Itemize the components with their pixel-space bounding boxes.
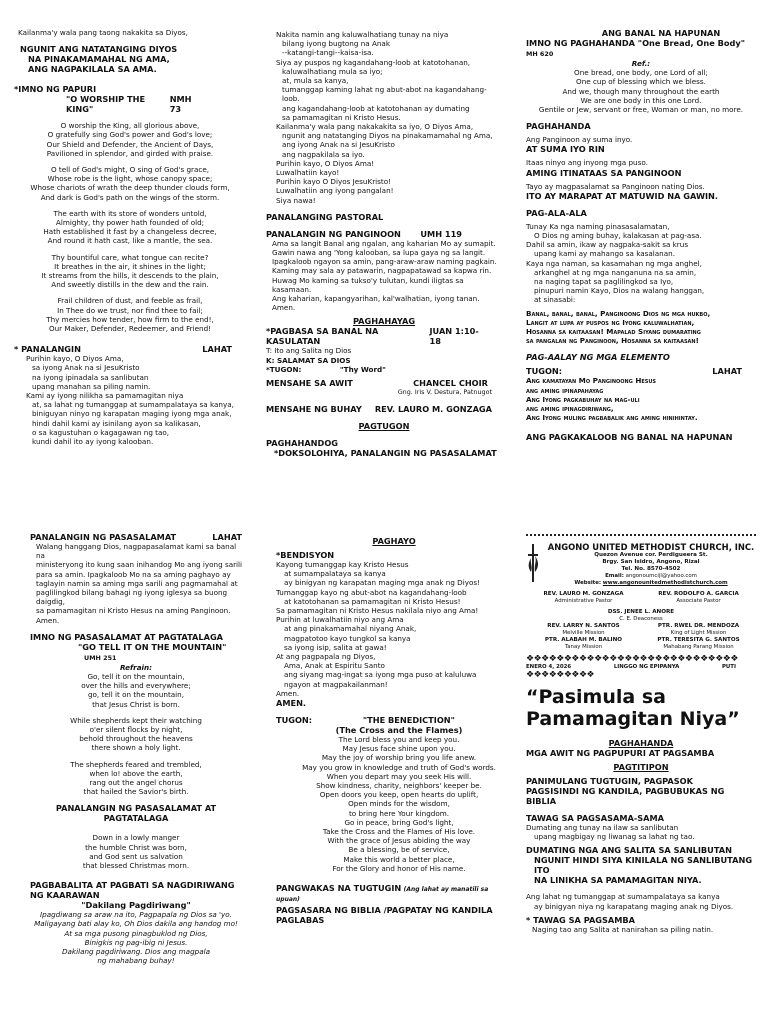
remembrance-line: Tunay Ka nga naming pinasasalamatan,: [526, 221, 670, 231]
stanza-line: Down in a lowly manger: [92, 833, 180, 843]
column-2-top: [266, 30, 502, 458]
stanza-line: the humble Christ was born,: [85, 842, 187, 852]
tugon-line: Ang Iyong pagkabuhay na mag-uli: [526, 394, 640, 404]
website-label: Website:: [574, 580, 602, 586]
refrain-lines: [526, 68, 756, 114]
closing-tugon-line: Open minds for the wisdom,: [348, 799, 450, 809]
staff-role: Mahabang Parang Mission: [663, 644, 734, 650]
closing-tugon-line: May Jesus face shine upon you.: [342, 744, 456, 754]
staff-row: [526, 598, 756, 605]
prep-response-1: AT SUMA IYO RIN: [526, 144, 605, 155]
diamond-border: ❖❖❖❖❖❖❖❖❖❖❖❖❖❖❖❖❖❖❖❖❖❖❖❖❖❖❖❖: [526, 655, 738, 664]
celebration-line: At sa mga pusong pinagbuklod ng Dios,: [64, 928, 208, 938]
remembrance-line: arkanghel at ng mga nanganuna na sa amin,: [534, 267, 697, 277]
address-line-2: Brgy. San Isidro, Angono, Rizal: [602, 559, 700, 565]
staff-row: [526, 591, 756, 598]
creed-line: Purihin kayo O Diyos JesuKristo!: [276, 177, 391, 187]
creed-line: sa pamamagitan ni Kristo Hesus.: [282, 112, 401, 122]
benediction-line: ay binigyan ng karapatan maging mga anak ng Diyos!: [284, 578, 480, 588]
stanza-line: o'er silent flocks by night,: [89, 725, 183, 735]
tugon-line: Ang kamatayan Mo Panginoong Hesus: [526, 376, 657, 386]
refrain-label-2: Refrain:: [119, 662, 153, 672]
staff-role: Tanay Mission: [564, 644, 603, 650]
response-people: K: SALAMAT SA DIOS: [266, 355, 351, 365]
tugon-title: "Thy Word": [339, 364, 386, 374]
praise-songs: MGA AWIT NG PAGPUPURI AT PAGSAMBA: [526, 748, 715, 758]
stanza-line: Whose chariots of wrath the deep thunder clouds form,: [30, 183, 230, 193]
column-3-bottom: [526, 534, 756, 934]
lords-prayer-line: Gawin nawa ang 'Yong kalooban, sa lupa gaya ng sa langit.: [272, 248, 486, 258]
dedication-prayer-label: PANALANGIN NG PASASALAMAT AT PAGTATALAGA: [55, 803, 217, 824]
service-date: ENERO 4, 2026: [526, 664, 572, 670]
stanza-line: Thy mercies how tender, how firm to the end!,: [46, 314, 214, 324]
dedication-hymn-number: UMH 251: [84, 653, 117, 662]
thanks-line: para sa amin. Ipagkaloob Mo na sa aming paghayo ay: [36, 569, 231, 579]
remembrance-line: pinupuri namin Kayo, Dios na walang hanggan,: [534, 286, 705, 296]
tugon-line: ang aming ipinapahayag: [526, 385, 604, 395]
heading-line: NA PINAKAMAMAHAL NG AMA,: [28, 54, 170, 65]
gathering-call-line: ay binigyan niya ng karapatang maging anak ng Diyos.: [534, 901, 734, 911]
benediction-line: ang siyang mag-ingat sa iyong mga puso at kaluluwa: [284, 670, 477, 680]
creed-line: Purihin kayo, O Diyos Ama!: [276, 158, 375, 168]
closing-tugon-line: May you grow in knowledge and truth of God's words.: [302, 762, 496, 772]
refrain-2-lines: [14, 672, 246, 709]
column-1-top: [14, 28, 246, 446]
prep-hymn-label: IMNO NG PAGHAHANDA "One Bread, One Body": [526, 38, 745, 48]
stanza-line: It breathes in the air, it shines in the light;: [54, 261, 206, 271]
prep-response-3: ITO AY MARAPAT AT MATUWID NA GAWIN.: [526, 190, 718, 201]
closing-tugon-title: "THE BENEDICTION": [362, 715, 455, 726]
benediction-line: at katotohanan sa pamamagitan ni Kristo Hesus!: [284, 596, 461, 606]
stanza-line: behold throughout the heavens: [79, 734, 193, 744]
stanza-3: [14, 833, 246, 870]
response-heading: PAGTUGON: [358, 421, 410, 432]
sending-heading: PAGHAYO: [372, 536, 416, 546]
thanks-prayer-who: LAHAT: [212, 532, 242, 542]
closing-tugon-subtitle: (The Cross and the Flames): [335, 725, 463, 736]
refrain-line: And we, though many throughout the earth: [562, 86, 720, 96]
benediction-label: *BENDISYON: [276, 550, 335, 560]
benediction-line: magpatotoo kayo tungkol sa kanya: [284, 633, 411, 643]
hymn-stanza: [14, 121, 246, 158]
thanks-line: paglilingkod bilang bahagi ng iyong iglesya sa buong daigdig,: [36, 588, 228, 607]
prep-line-1: Ang Panginoon ay suma inyo.: [526, 135, 633, 145]
email-label: Email:: [605, 573, 624, 579]
communion-heading: ANG BANAL NA HAPUNAN: [601, 28, 721, 38]
intro-heading: [14, 44, 246, 74]
prep-hymn-number: MH 620: [526, 50, 554, 58]
diamond-border-short: ❖❖❖❖❖❖❖❖❖: [526, 671, 595, 680]
lords-prayer-line: Kaming may sala ay patawarin, nagpapatawad sa kapwa rin.: [272, 266, 492, 276]
gathering-call-text: [526, 823, 756, 841]
creed-line: Siya ay puspos ng kagandahang-loob at katotohanan,: [276, 57, 471, 67]
tugon-text-3: [526, 376, 756, 422]
stanza-line: Our Maker, Defender, Redeemer, and Friend!: [48, 324, 212, 334]
celebration-line: ng mahabang buhay!: [97, 956, 175, 966]
hymn-label: *IMNO NG PAPURI: [14, 84, 97, 95]
lords-prayer-number: UMH 119: [420, 228, 462, 239]
tugon-label-3: TUGON:: [526, 366, 563, 377]
cross-and-flame-icon: [526, 542, 540, 584]
benediction-line: at sumampalataya sa kanya: [284, 569, 386, 579]
stanza-line: And dark is God's path on the wings of the storm.: [40, 192, 220, 202]
closing-tugon-line: Show kindness, charity, neighbors' keeper be.: [316, 781, 482, 791]
creed-line: Nakita namin ang kaluwalhatiang tunay na niya: [276, 30, 449, 39]
stanza-line: Our Shield and Defender, the Ancient of Days,: [46, 139, 214, 149]
creed-line: Kailanma'y wala pang nakakakita sa iyo, O Diyos Ama,: [276, 122, 474, 132]
thanks-prayer-label: PANALANGIN NG PASASALAMAT: [30, 532, 177, 542]
staff-row: [526, 644, 756, 651]
creed-line: kaluwalhatiang mula sa iyo;: [282, 66, 383, 76]
refrain-2-line: that Jesus Christ is born.: [92, 699, 180, 709]
stanza-line: Hath established it fast by a changeless decree,: [43, 227, 217, 237]
stanza-line: Whose robe is the light, whose canopy space;: [47, 174, 213, 184]
closing-bible-candle: PAGSASARA NG BIBLIA /PAGPATAY NG KANDILA: [276, 904, 493, 915]
creed-line: bilang iyong bugtong na Anak: [282, 39, 390, 49]
refrain-2-line: Go, tell it on the mountain,: [87, 672, 185, 682]
creed-line: Siya nawa!: [276, 195, 316, 205]
benediction-line: At ang pagpapala ng Diyos,: [276, 652, 376, 662]
prayer-label: * PANALANGIN: [14, 344, 81, 355]
service-title: “Pasimula sa Pamamagitan Niya”: [526, 686, 740, 730]
tugon-line: ang aming ipinagdiriwang,: [526, 404, 614, 414]
prelude-entrance: PANIMULANG TUGTUGIN, PAGPASOK: [526, 776, 693, 786]
gathering-heading: PAGTITIPON: [613, 762, 669, 772]
creed-line: ngunit ang natatanging Diyos na pinakamamahal ng Ama,: [282, 131, 493, 141]
gathering-call-text-2: [526, 892, 756, 910]
sanctus-text: [526, 309, 756, 346]
remembrance-text: [526, 222, 756, 305]
gathering-call-label: TAWAG SA PAGSASAMA-SAMA: [526, 813, 664, 823]
gathering-response-line: DUMATING NGA ANG SALITA SA SANLIBUTAN: [526, 845, 732, 856]
prep-response-2: AMING ITINATAAS SA PANGINOON: [526, 167, 682, 178]
hymn-title: "O WORSHIP THE KING": [66, 94, 146, 115]
email-address[interactable]: angonoumcijl@yahoo.com: [625, 573, 697, 579]
prayer-line: na iyong ipinadala sa sanlibutan: [32, 372, 149, 382]
stanza-line: And sweetly distills in the dew and the rain.: [51, 280, 209, 290]
refrain-line: Gentile or Jew, servant or free, Woman or man, no more.: [538, 105, 744, 115]
remembrance-line: Kaya nga naman, sa kasamahan ng mga anghel,: [526, 258, 702, 268]
stanza-line: The shepherds feared and trembled,: [70, 759, 202, 769]
creed-line: ang iyong Anak na si JesuKristo: [282, 140, 395, 150]
offering-label: PAGHAHANDOG: [266, 438, 339, 449]
remembrance-line: upang kami ay mahango sa kasalanan.: [534, 249, 675, 259]
lords-prayer-line: Ipagkaloob ngayon sa amin, pang-araw-araw naming pagkain.: [272, 257, 497, 267]
celebration-line: Maligayang bati alay ko, Oh Dios dakila ang handog mo!: [34, 919, 238, 929]
benediction-line: Purihin at luwalhatiin niyo ang Ama: [276, 615, 404, 625]
prayer-line: Purihin kayo, O Diyos Ama,: [26, 354, 124, 364]
church-header: [526, 534, 756, 680]
liturgical-color: PUTI: [721, 664, 736, 670]
closing-tugon-line: The Lord bless you and keep you.: [338, 735, 460, 745]
postlude-note: (Ang lahat ay manatili sa upuan): [276, 886, 489, 904]
closing-tugon-line: With the grace of Jesus abiding the way: [327, 836, 471, 846]
stanza-line: It streams from the hills, it descends to the plain,: [41, 271, 219, 281]
tugon-label: *TUGON:: [266, 364, 302, 374]
amen-response: AMEN.: [276, 698, 307, 709]
stanza-line: when lo! above the earth,: [89, 768, 183, 778]
hymn-number: NMH 73: [169, 94, 192, 115]
celebration-line: Dakilang pagdiriwang. Dios ang magpala: [61, 947, 210, 957]
refrain-line: We are one body in this one Lord.: [580, 95, 702, 105]
sanctus-line: Hosanna sa kaitaasan! Mapalad Siyang dumarating: [526, 327, 701, 337]
website-link[interactable]: www.angonounitedmethodistchurch.com: [602, 580, 728, 586]
staff-row: [526, 637, 756, 644]
tugon-who-3: LAHAT: [712, 366, 742, 377]
thanks-prayer-text: [14, 542, 246, 625]
prep-line-3: Tayo ay magpasalamat sa Panginoon nating Dios.: [526, 181, 705, 191]
refrain-2-line: go, tell it on the mountain,: [87, 690, 185, 700]
anthem-choir: CHANCEL CHOIR: [413, 378, 488, 389]
tugon-line: Ang Iyong muling pagbabalik ang aming hinihintay.: [526, 413, 698, 423]
closing-tugon-line: May the joy of worship bring you life anew.: [321, 753, 477, 763]
benediction-line: Tumanggap kayo ng abut-abot na kagandahang-loob: [276, 587, 467, 597]
celebration-text: [14, 910, 246, 965]
benediction-line: Ama, Anak at Espiritu Santo: [284, 661, 385, 671]
refrain-label: Ref.:: [631, 59, 651, 68]
staff-row: [526, 623, 756, 630]
scripture-reference: JUAN 1:10-18: [429, 326, 479, 347]
dedication-hymn-label: IMNO NG PASASALAMAT AT PAGTATALAGA: [30, 631, 224, 642]
call-to-worship-text: Naging tao ang Salita at nanirahan sa piling natin.: [532, 924, 714, 934]
anthem-label: MENSAHE SA AWIT: [266, 378, 353, 389]
stanza-line: Almighty, thy power hath founded of old;: [55, 218, 205, 228]
stanza-line: and God sent us salvation: [89, 851, 183, 861]
hymn-stanza: [14, 165, 246, 202]
closing-tugon-line: to bring here Your kingdom.: [348, 808, 450, 818]
remembrance-line: na naging tapat sa paglilingkod sa Iyo,: [534, 277, 674, 287]
deaconess-role: C. E. Deaconess: [619, 616, 663, 622]
closing-tugon-line: Go in peace, bring God's light,: [344, 817, 454, 827]
gathering-response-line: NGUNIT HINDI SIYA KINILALA NG SANLIBUTANG ITO: [534, 855, 753, 876]
staff-name: PTR. TERESITA G. SANTOS: [657, 637, 740, 643]
liturgical-sunday: LINGGO NG EPIPANYA: [613, 664, 680, 670]
sermon-label: MENSAHE NG BUHAY: [266, 404, 362, 415]
prep-line-2: Itaas ninyo ang inyong mga puso.: [526, 158, 648, 168]
benediction-line: Sa pamamagitan ni Kristo Hesus nakilala niyo ang Ama!: [276, 606, 479, 616]
pastoral-prayer-label: PANALANGING PASTORAL: [266, 211, 384, 222]
proclamation-heading: PAGHAHAYAG: [352, 316, 416, 327]
hymn-stanza: [14, 253, 246, 290]
creed-line: Luwalhatiin ang iyong pangalan!: [276, 186, 394, 196]
creed-line: ang kagandahang-loob at katotohanan ay dumating: [282, 103, 470, 113]
lords-prayer-label: PANALANGIN NG PANGINOON: [266, 228, 401, 239]
column-1-bottom: [14, 532, 246, 966]
stanza-line: there shown a holy light.: [91, 743, 181, 753]
creed-line: at, mula sa kanya,: [282, 76, 349, 86]
refrain-2-line: over the hills and everywhere;: [81, 681, 191, 691]
gathering-call-line: Ang lahat ng tumanggap at sumampalataya sa kanya: [526, 892, 720, 902]
sanctus-line: Banal, banal, banal, Panginoong Dios ng mga hukbo,: [526, 308, 711, 318]
sanctus-line: sa pangalan ng Panginoon, Hosanna sa kaitaasan!: [526, 336, 699, 346]
prayer-who: LAHAT: [202, 344, 232, 355]
staff-role: Associate Pastor: [676, 598, 721, 604]
stanza-line: O worship the King, all glorious above,: [60, 121, 200, 131]
benediction-text: [266, 560, 502, 698]
remembrance-line: Dahil sa amin, ikaw ay nagpaka-sakit sa krus: [526, 240, 689, 250]
scripture-reading-label: *PAGBASA SA BANAL NA KASULATAN: [266, 326, 379, 347]
stanza-1: [14, 716, 246, 753]
staff-name: PTR. ALABAH M. BALINO: [544, 637, 623, 643]
intro-line: Kailanma'y wala pang taong nakakita sa Diyos,: [18, 28, 188, 37]
heading-line: NGUNIT ANG NATATANGING DIYOS: [20, 44, 178, 55]
prayer-line: biniguyan ninyo ng karapatan maging iyong mga anak,: [32, 409, 232, 419]
closing-tugon-label: TUGON:: [276, 715, 313, 726]
lords-prayer-line: Ang kaharian, kapangyarihan, kal'walhatian, iyong tanan. Amen.: [272, 294, 480, 313]
offering-text: *DOKSOLOHIYA, PANALANGIN NG PASASALAMAT: [274, 448, 497, 459]
remembrance-line: O Dios ng aming buhay, kalakasan at pag-asa.: [534, 231, 702, 241]
celebration-label: PAGBABALITA AT PAGBATI SA NAGDIRIWANG NG KAARAWAN: [30, 880, 235, 901]
stanza-line: that blessed Christmas morn.: [82, 861, 190, 871]
communion-giving-label: ANG PAGKAKALOOB NG BANAL NA HAPUNAN: [526, 432, 733, 443]
preparation-heading: PAGHAHANDA: [608, 738, 674, 748]
staff-row: [526, 630, 756, 637]
prayer-line: sa iyong Anak na si JesuKristo: [32, 363, 140, 373]
hymn-stanza: [14, 209, 246, 246]
elements-label: PAG-AALAY NG MGA ELEMENTO: [526, 352, 670, 363]
hymn-stanza: [14, 296, 246, 333]
lords-prayer-line: Huwag Mo kaming sa tukso'y tulutan, kundi iligtas sa kasamaan.: [272, 275, 464, 294]
staff-role: Melville Mission: [562, 630, 605, 636]
stanza-line: rang out the angel chorus: [89, 778, 183, 788]
staff-role: King of Light Mission: [670, 630, 727, 636]
staff-list-2: [526, 623, 756, 651]
closing-tugon-line: Be a blessing, be of service,: [348, 845, 450, 855]
closing-tugon-line: Take the Cross and the Flames of His love.: [322, 827, 476, 837]
creed-line: tumanggap kaming lahat ng abut-abot na kagandahang-loob.: [282, 85, 487, 104]
prayer-line: upang manahan sa piling namin.: [32, 381, 151, 391]
thanks-line: sa pamamagitan ni Kristo Hesus na aming Panginoon. Amen.: [36, 606, 231, 625]
remembrance-label: PAG-ALA-ALA: [526, 207, 587, 218]
sanctus-line: Langit at lupa ay puspos ng Iyong kaluwalhatian,: [526, 317, 695, 327]
benediction-line: at ang pinakamamahal niyang Anak,: [284, 624, 417, 634]
creed-line: --katangi-tangi--kaisa-isa.: [282, 48, 374, 58]
stanza-2: [14, 760, 246, 797]
staff-name: PTR. RWEL DR. MENDOZA: [657, 623, 740, 629]
stanza-line: O gratefully sing God's power and God's love;: [47, 130, 213, 140]
celebration-title: "Dakilang Pagdiriwang": [81, 900, 191, 911]
anthem-director: Gng. Iris V. Destura, Patnugot: [397, 388, 492, 397]
refrain-line: One cup of blessing which we bless.: [576, 77, 706, 87]
recessional: PAGLABAS: [276, 914, 325, 925]
gathering-call-response: [526, 845, 756, 885]
closing-tugon-line: For the Glory and honor of His name.: [332, 863, 466, 873]
hymn-stanzas: [14, 121, 246, 333]
call-to-worship-label: * TAWAG SA PAGSAMBA: [526, 914, 635, 925]
staff-list-1: [526, 591, 756, 605]
stanza-line: And round it hath cast, like a mantle, the sea.: [47, 236, 213, 246]
staff-name: REV. LAURO M. GONZAGA: [543, 591, 624, 597]
celebration-line: Ipagdiwang sa araw na ito, Pagpapala ng Dios sa 'yo.: [40, 910, 232, 920]
stanza-line: O tell of God's might, O sing of God's grace,: [50, 165, 210, 175]
column-3-top: [526, 28, 756, 442]
preparation-label: PAGHAHANDA: [526, 121, 591, 132]
response-leader: T: Ito ang Salita ng Dios: [266, 346, 352, 356]
closing-tugon-line: Make this world a better place,: [343, 854, 455, 864]
benediction-line: ngayon at magpakailanman!: [284, 679, 388, 689]
stanza-line: Thy bountiful care, what tongue can recite?: [51, 252, 209, 262]
stanza-line: While shepherds kept their watching: [70, 715, 202, 725]
stanza-line: In Thee do we trust, nor find thee to fail;: [57, 305, 203, 315]
benediction-line: Kayong tumanggap kay Kristo Hesus: [276, 560, 409, 569]
church-name: ANGONO UNITED METHODIST CHURCH, INC.: [547, 542, 755, 552]
stanza-line: Pavilioned in splendor, and girded with praise.: [46, 148, 214, 158]
lords-prayer-line: Ama sa langit Banal ang ngalan, ang kaharian Mo ay sumapit.: [272, 238, 496, 248]
closing-tugon-line: When you depart may you seek His will.: [326, 771, 472, 781]
prayer-line: hindi dahil kami ay isinilang ayon sa kalikasan,: [32, 418, 201, 428]
staff-name: REV. RODOLFO A. GARCIA: [658, 591, 739, 597]
telephone: Tel. No. 8570-4502: [621, 566, 681, 572]
stanza-line: Frail children of dust, and feeble as frail,: [57, 296, 203, 306]
staff-role: Administrative Pastor: [554, 598, 613, 604]
gathering-call-line: upang magbigay ng liwanag sa lahat ng tao.: [534, 832, 695, 842]
remembrance-line: at sinasabi:: [534, 295, 576, 305]
thanks-line: Walang hanggang Dios, nagpapasalamat kami sa banal na: [36, 542, 237, 561]
creed-line: Luwalhatiin kayo!: [276, 168, 340, 178]
stanza-line: that hailed the Savior's birth.: [83, 787, 189, 797]
prayer-line: at, sa lahat ng tumanggap at sumampalataya sa kanya,: [32, 400, 234, 410]
creed-text: [266, 30, 502, 205]
postlude-label: PANGWAKAS NA TUGTUGIN: [276, 883, 402, 894]
sermon-preacher: REV. LAURO M. GONZAGA: [374, 404, 492, 415]
benediction-line: sa iyong isip, salita at gawa!: [284, 642, 387, 652]
closing-tugon-text: [266, 735, 502, 873]
staff-name: REV. LARRY N. SANTOS: [547, 623, 620, 629]
gathering-response-line: NA LINIKHA SA PAMAMAGITAN NIYA.: [534, 875, 702, 886]
celebration-line: Binigkis ng pag-ibig ni Jesus.: [84, 937, 188, 947]
heading-line: ANG NAGPAKILALA SA AMA.: [28, 64, 157, 75]
refrain-line: One bread, one body, one Lord of all;: [574, 68, 708, 78]
prayer-line: Kami ay iyong nilikha sa pamamagitan niya: [26, 391, 184, 401]
thanks-line: ministeryong ito kung saan inihandog Mo ang iyong sarili: [36, 560, 243, 570]
benediction-line: Amen.: [276, 688, 300, 698]
closing-tugon-line: Open doors you keep, open hearts do uplift,: [319, 790, 479, 800]
thanks-line: taglayin namin sa aming mga sarili ang pagmamahal at: [36, 578, 238, 588]
deaconess-name: DSS. JENEE L. ANORE: [607, 609, 675, 615]
address-line-1: Quezon Avenue cor. Perdigueera St.: [594, 552, 708, 558]
dedication-hymn-title: "GO TELL IT ON THE MOUNTAIN": [78, 641, 227, 652]
lords-prayer-text: [266, 239, 502, 313]
stanza-line: The earth with its store of wonders untold,: [53, 208, 207, 218]
column-2-bottom: [266, 536, 502, 925]
prayer-line: kundi dahil ito ay iyong kalooban.: [32, 437, 154, 447]
creed-line: ang nagpakilala sa iyo.: [282, 149, 365, 159]
candle-bible-opening: PAGSISINDI NG KANDILA, PAGBUBUKAS NG BIBLIA: [526, 786, 725, 806]
prayer-text: [14, 354, 246, 446]
prayer-line: o sa kagustuhan o kagagawan ng tao,: [32, 427, 170, 437]
gathering-call-line: Dumating ang tunay na ilaw sa sanlibutan: [526, 823, 679, 832]
